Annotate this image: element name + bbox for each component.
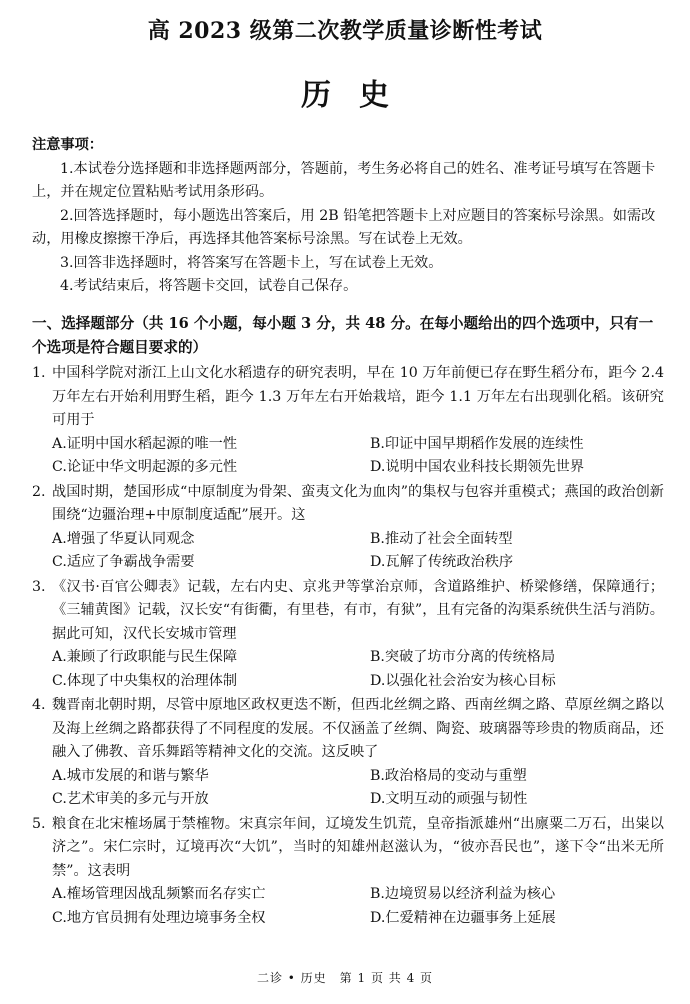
- question-stem: 战国时期，楚国形成“中原制度为骨架、蛮夷文化为血肉”的集权与包容并重模式；燕国的政治创新围绕“边疆治理+中原制度适配”展开。这: [52, 483, 664, 523]
- option-a: A.城市发展的和谐与繁华: [52, 767, 209, 784]
- option-d: D.以强化社会治安为核心目标: [370, 672, 556, 689]
- question-list: [32, 362, 664, 931]
- option-b: B.边境贸易以经济利益为核心: [370, 886, 556, 902]
- option-d: D.文明互动的顽强与韧性: [370, 791, 528, 807]
- option-c: C.论证中华文明起源的多元性: [52, 459, 238, 475]
- question-3: [32, 576, 664, 694]
- option-b: B.推动了社会全面转型: [370, 530, 513, 547]
- notice-title: 注意事项：: [32, 137, 103, 153]
- option-b: B.政治格局的变动与重塑: [370, 767, 527, 784]
- question-4: [32, 694, 664, 812]
- notice-item: 4.考试结束后，将答题卡交回，试卷自己保存。: [60, 278, 358, 294]
- question-stem: 粮食在北宋榷场属于禁榷物。宋真宗年间，辽境发生饥荒，皇帝指派雄州“出廪粟二万石，出粜以济之”。宋仁宗时，辽境再次“大饥”，当时的知雄州赵滋认为，“彼亦吾民也”，遂下令“出米无所禁”。这表明: [52, 815, 664, 879]
- option-d: D.仁爱精神在边疆事务上延展: [370, 909, 556, 926]
- notice-item: 1.本试卷分选择题和非选择题两部分，答题前，考生务必将自己的姓名、准考证号填写在答题卡上，并在规定位置粘贴考试用条形码。: [32, 160, 656, 200]
- option-a: A.增强了华夏认同观念: [52, 530, 195, 547]
- option-c: C.艺术审美的多元与开放: [52, 791, 209, 807]
- question-number: 5.: [32, 815, 46, 832]
- page-footer: 二诊 • 历史 第 1 页 共 4 页: [256, 971, 434, 985]
- option-d: D.瓦解了传统政治秩序: [370, 554, 514, 570]
- question-stem: 《汉书·百官公卿表》记载，左右内史、京兆尹等掌治京师，含道路维护、桥梁修缮，保障通行；《三辅黄图》记载，汉长安“有街衢，有里巷，有市，有狱”，且有完备的沟渠系统供生活与消防。据此可知，汉代长安城市管理: [52, 578, 664, 642]
- option-a: A.兼顾了行政职能与民生保障: [52, 649, 238, 665]
- exam-title: 高 2023 级第二次教学质量诊断性考试: [147, 18, 543, 44]
- question-5: [32, 813, 664, 931]
- question-number: 1.: [32, 365, 46, 381]
- notice-item: 3.回答非选择题时，将答案写在答题卡上，写在试卷上无效。: [60, 254, 443, 271]
- option-c: C.地方官员拥有处理边境事务全权: [52, 909, 266, 926]
- option-b: B.突破了坊市分离的传统格局: [370, 649, 556, 665]
- notice-block: [32, 134, 660, 299]
- option-a: A.证明中国水稻起源的唯一性: [52, 435, 238, 452]
- section-heading: 一、选择题部分（共 16 个小题，每小题 3 分，共 48 分。在每小题给出的四个选项中，只有一个选项是符合题目要求的）: [32, 315, 654, 356]
- option-a: A.榷场管理因战乱频繁而名存实亡: [52, 886, 266, 902]
- option-d: D.说明中国农业科技长期领先世界: [370, 459, 585, 475]
- question-number: 4.: [32, 697, 46, 713]
- question-stem: 魏晋南北朝时期，尽管中原地区政权更迭不断，但西北丝绸之路、西南丝绸之路、草原丝绸之路以及海上丝绸之路都获得了不同程度的发展。不仅涵盖了丝绸、陶瓷、玻璃器等珍贵的物质商品，还融入了佛教、音乐舞蹈等精神文化的交流。这反映了: [52, 697, 664, 760]
- notice-item: 2.回答选择题时，每小题选出答案后，用 2B 铅笔把答题卡上对应题目的答案标号涂黑。如需改动，用橡皮擦擦干净后，再选择其他答案标号涂黑。写在试卷上无效。: [32, 207, 656, 247]
- subject-title: 历史: [301, 78, 417, 113]
- question-number: 3.: [32, 578, 46, 595]
- option-b: B.印证中国早期稻作发展的连续性: [370, 435, 584, 452]
- option-c: C.适应了争霸战争需要: [52, 554, 195, 570]
- option-c: C.体现了中央集权的治理体制: [52, 672, 238, 689]
- question-stem: 中国科学院对浙江上山文化水稻遗存的研究表明，早在 10 万年前便已存在野生稻分布，距今 2.4 万年左右开始利用野生稻，距今 1.3 万年左右开始栽培，距今 1.1 万年左右出现驯化稻。该研究可用于: [52, 365, 664, 428]
- question-number: 2.: [32, 483, 46, 500]
- question-1: [32, 362, 664, 480]
- question-2: [32, 481, 664, 575]
